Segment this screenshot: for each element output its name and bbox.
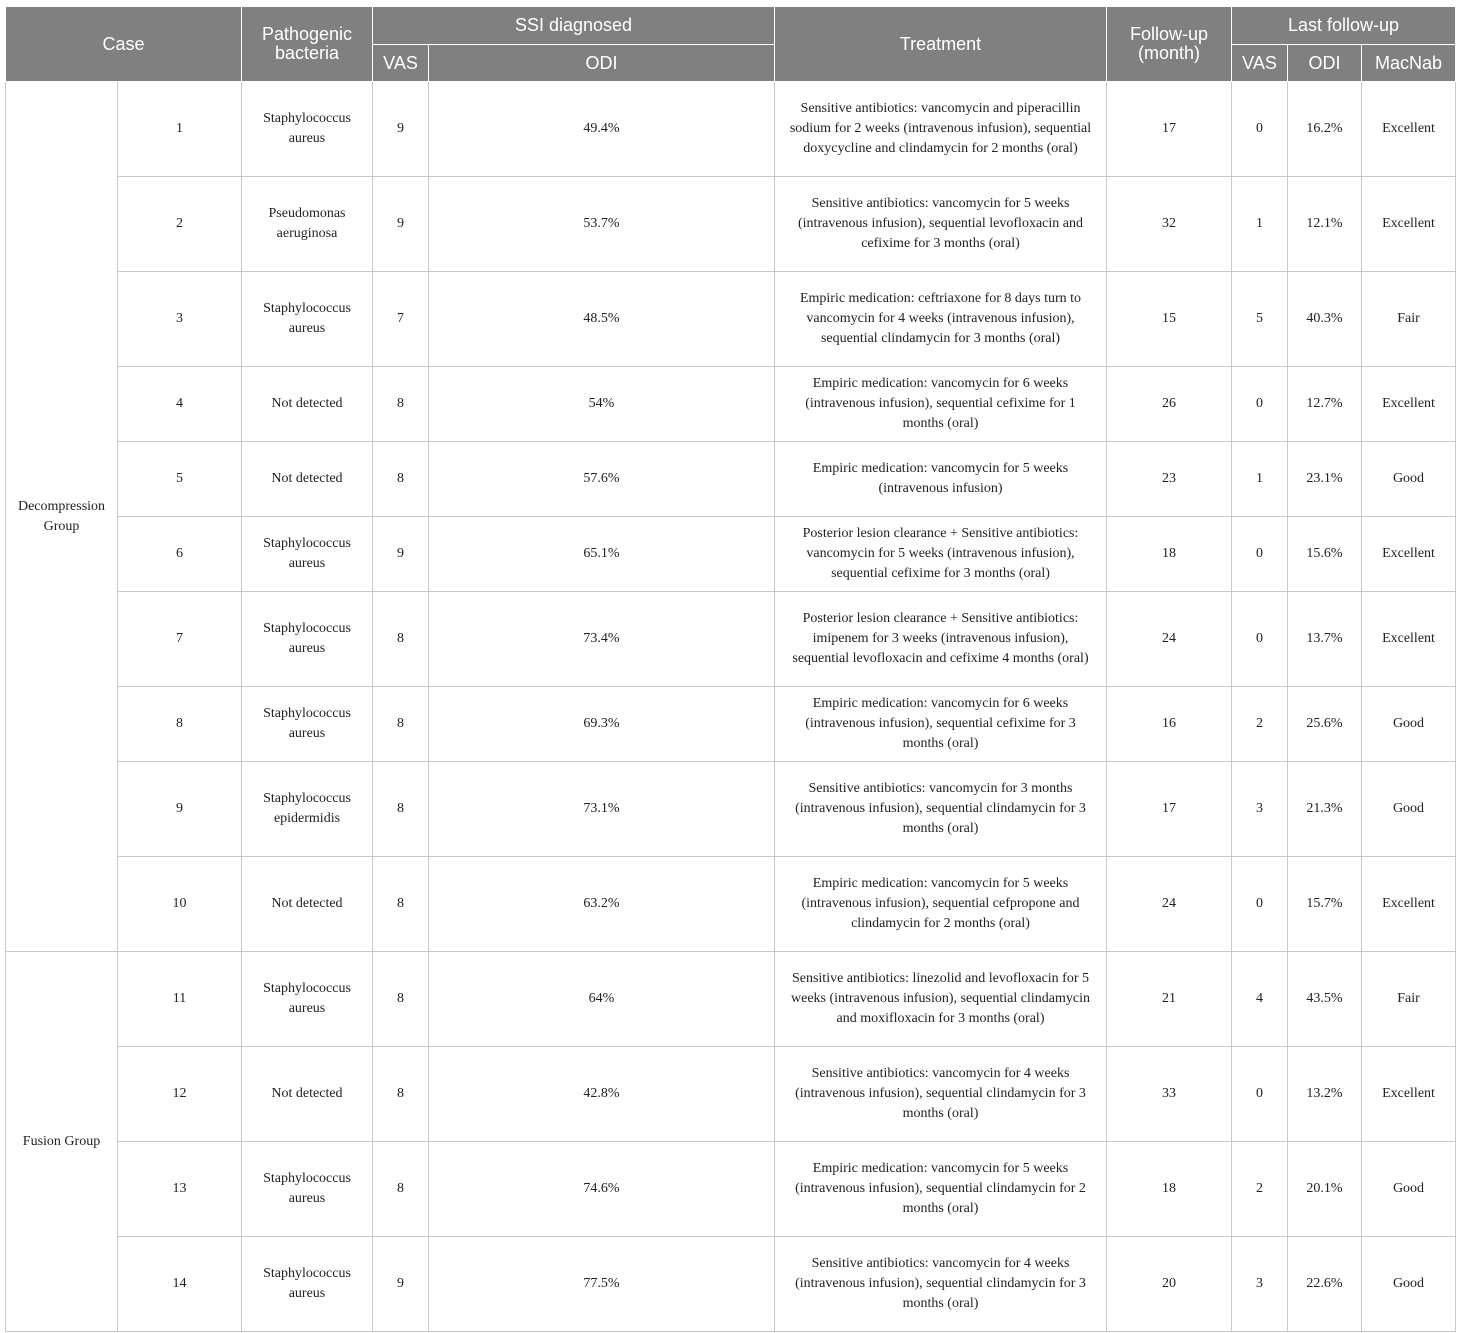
cell-bacteria: Staphylococcus aureus bbox=[242, 687, 373, 762]
table-header bbox=[6, 7, 1456, 82]
cell-case: 4 bbox=[118, 367, 242, 442]
cell-follow-up: 17 bbox=[1107, 82, 1232, 177]
cell-last-odi: 12.7% bbox=[1288, 367, 1362, 442]
cell-follow-up: 15 bbox=[1107, 272, 1232, 367]
header-ssi-diagnosed: SSI diagnosed bbox=[373, 7, 775, 45]
table-row bbox=[6, 272, 1456, 367]
cell-macnab: Excellent bbox=[1362, 1047, 1456, 1142]
cell-last-vas: 0 bbox=[1232, 517, 1288, 592]
cell-case: 8 bbox=[118, 687, 242, 762]
cell-odi: 42.8% bbox=[429, 1047, 775, 1142]
cell-case: 10 bbox=[118, 857, 242, 952]
cell-odi: 49.4% bbox=[429, 82, 775, 177]
cell-last-odi: 25.6% bbox=[1288, 687, 1362, 762]
table-row bbox=[6, 1142, 1456, 1237]
header-follow-up: Follow-up (month) bbox=[1107, 7, 1232, 82]
table-row bbox=[6, 687, 1456, 762]
cell-macnab: Excellent bbox=[1362, 367, 1456, 442]
cell-odi: 57.6% bbox=[429, 442, 775, 517]
cell-last-vas: 0 bbox=[1232, 1047, 1288, 1142]
cell-last-odi: 16.2% bbox=[1288, 82, 1362, 177]
cell-bacteria: Staphylococcus aureus bbox=[242, 1142, 373, 1237]
cell-bacteria: Not detected bbox=[242, 857, 373, 952]
cell-treatment: Sensitive antibiotics: vancomycin for 4 weeks (intravenous infusion), sequential clindamycin for 3 months (oral) bbox=[775, 1237, 1107, 1332]
cell-odi: 65.1% bbox=[429, 517, 775, 592]
cell-bacteria: Not detected bbox=[242, 367, 373, 442]
header-treatment: Treatment bbox=[775, 7, 1107, 82]
cell-bacteria: Staphylococcus aureus bbox=[242, 82, 373, 177]
cell-vas: 8 bbox=[373, 952, 429, 1047]
cell-bacteria: Staphylococcus aureus bbox=[242, 592, 373, 687]
table-row bbox=[6, 1047, 1456, 1142]
cell-macnab: Excellent bbox=[1362, 82, 1456, 177]
cell-follow-up: 23 bbox=[1107, 442, 1232, 517]
cell-macnab: Good bbox=[1362, 762, 1456, 857]
cell-treatment: Empiric medication: vancomycin for 6 weeks (intravenous infusion), sequential cefixime for 1 months (oral) bbox=[775, 367, 1107, 442]
cell-vas: 8 bbox=[373, 442, 429, 517]
cell-case: 3 bbox=[118, 272, 242, 367]
cell-macnab: Excellent bbox=[1362, 857, 1456, 952]
cell-last-vas: 0 bbox=[1232, 367, 1288, 442]
cell-case: 1 bbox=[118, 82, 242, 177]
cell-vas: 9 bbox=[373, 517, 429, 592]
cell-bacteria: Staphylococcus epidermidis bbox=[242, 762, 373, 857]
cell-bacteria: Staphylococcus aureus bbox=[242, 517, 373, 592]
group-label-decompression: Decompression Group bbox=[6, 82, 118, 952]
cell-bacteria: Staphylococcus aureus bbox=[242, 1237, 373, 1332]
group-label-fusion: Fusion Group bbox=[6, 952, 118, 1332]
cell-treatment: Empiric medication: ceftriaxone for 8 days turn to vancomycin for 4 weeks (intravenous infusion), sequential clindamycin for 3 months (oral) bbox=[775, 272, 1107, 367]
cell-last-odi: 21.3% bbox=[1288, 762, 1362, 857]
cell-follow-up: 21 bbox=[1107, 952, 1232, 1047]
cell-macnab: Fair bbox=[1362, 952, 1456, 1047]
cell-follow-up: 18 bbox=[1107, 517, 1232, 592]
cell-treatment: Sensitive antibiotics: vancomycin for 4 weeks (intravenous infusion), sequential clindamycin for 3 months (oral) bbox=[775, 1047, 1107, 1142]
cell-odi: 54% bbox=[429, 367, 775, 442]
cell-bacteria: Pseudomonas aeruginosa bbox=[242, 177, 373, 272]
cell-odi: 73.1% bbox=[429, 762, 775, 857]
cell-case: 7 bbox=[118, 592, 242, 687]
cell-case: 9 bbox=[118, 762, 242, 857]
cell-macnab: Excellent bbox=[1362, 177, 1456, 272]
table-row bbox=[6, 517, 1456, 592]
cell-last-odi: 15.6% bbox=[1288, 517, 1362, 592]
cell-treatment: Empiric medication: vancomycin for 6 weeks (intravenous infusion), sequential cefixime for 3 months (oral) bbox=[775, 687, 1107, 762]
table-row bbox=[6, 177, 1456, 272]
cell-last-odi: 40.3% bbox=[1288, 272, 1362, 367]
cell-vas: 8 bbox=[373, 1047, 429, 1142]
cell-odi: 73.4% bbox=[429, 592, 775, 687]
cell-last-odi: 23.1% bbox=[1288, 442, 1362, 517]
cell-odi: 63.2% bbox=[429, 857, 775, 952]
cell-last-odi: 12.1% bbox=[1288, 177, 1362, 272]
cell-odi: 74.6% bbox=[429, 1142, 775, 1237]
cell-last-vas: 3 bbox=[1232, 762, 1288, 857]
table-row bbox=[6, 952, 1456, 1047]
cell-case: 6 bbox=[118, 517, 242, 592]
header-last-follow-up: Last follow-up bbox=[1232, 7, 1456, 45]
header-last-odi: ODI bbox=[1288, 45, 1362, 82]
table-row bbox=[6, 442, 1456, 517]
cell-macnab: Excellent bbox=[1362, 517, 1456, 592]
cell-vas: 7 bbox=[373, 272, 429, 367]
cell-last-odi: 22.6% bbox=[1288, 1237, 1362, 1332]
cell-odi: 64% bbox=[429, 952, 775, 1047]
cell-last-vas: 1 bbox=[1232, 177, 1288, 272]
table-row bbox=[6, 592, 1456, 687]
header-last-vas: VAS bbox=[1232, 45, 1288, 82]
table-row bbox=[6, 857, 1456, 952]
cell-treatment: Sensitive antibiotics: linezolid and levofloxacin for 5 weeks (intravenous infusion), sequential clindamycin and moxifloxacin for 3 months (oral) bbox=[775, 952, 1107, 1047]
cell-treatment: Sensitive antibiotics: vancomycin for 3 months (intravenous infusion), sequential clindamycin for 3 months (oral) bbox=[775, 762, 1107, 857]
cell-vas: 8 bbox=[373, 367, 429, 442]
cell-treatment: Empiric medication: vancomycin for 5 weeks (intravenous infusion) bbox=[775, 442, 1107, 517]
cell-odi: 48.5% bbox=[429, 272, 775, 367]
cell-odi: 53.7% bbox=[429, 177, 775, 272]
cell-last-odi: 13.2% bbox=[1288, 1047, 1362, 1142]
cell-odi: 77.5% bbox=[429, 1237, 775, 1332]
cell-follow-up: 16 bbox=[1107, 687, 1232, 762]
cell-bacteria: Not detected bbox=[242, 442, 373, 517]
cell-macnab: Good bbox=[1362, 442, 1456, 517]
cell-follow-up: 32 bbox=[1107, 177, 1232, 272]
header-case: Case bbox=[6, 7, 242, 82]
cell-case: 14 bbox=[118, 1237, 242, 1332]
cell-vas: 8 bbox=[373, 857, 429, 952]
cell-case: 13 bbox=[118, 1142, 242, 1237]
cell-vas: 9 bbox=[373, 1237, 429, 1332]
table-body bbox=[6, 82, 1456, 1332]
cell-last-odi: 43.5% bbox=[1288, 952, 1362, 1047]
cell-treatment: Sensitive antibiotics: vancomycin for 5 weeks (intravenous infusion), sequential levofloxacin and cefixime for 3 months (oral) bbox=[775, 177, 1107, 272]
cell-macnab: Good bbox=[1362, 1237, 1456, 1332]
cell-vas: 8 bbox=[373, 687, 429, 762]
cell-odi: 69.3% bbox=[429, 687, 775, 762]
ssi-table-container bbox=[5, 6, 1455, 1332]
cell-follow-up: 20 bbox=[1107, 1237, 1232, 1332]
cell-macnab: Fair bbox=[1362, 272, 1456, 367]
cell-macnab: Excellent bbox=[1362, 592, 1456, 687]
cell-bacteria: Staphylococcus aureus bbox=[242, 952, 373, 1047]
table-row bbox=[6, 1237, 1456, 1332]
cell-follow-up: 18 bbox=[1107, 1142, 1232, 1237]
header-ssi-odi: ODI bbox=[429, 45, 775, 82]
cell-last-vas: 2 bbox=[1232, 1142, 1288, 1237]
cell-last-odi: 15.7% bbox=[1288, 857, 1362, 952]
cell-case: 2 bbox=[118, 177, 242, 272]
cell-last-vas: 5 bbox=[1232, 272, 1288, 367]
cell-bacteria: Staphylococcus aureus bbox=[242, 272, 373, 367]
cell-last-vas: 2 bbox=[1232, 687, 1288, 762]
cell-vas: 9 bbox=[373, 82, 429, 177]
cell-follow-up: 24 bbox=[1107, 857, 1232, 952]
table-row bbox=[6, 82, 1456, 177]
cell-last-vas: 0 bbox=[1232, 592, 1288, 687]
ssi-outcomes-table bbox=[5, 6, 1456, 1332]
cell-follow-up: 33 bbox=[1107, 1047, 1232, 1142]
cell-case: 11 bbox=[118, 952, 242, 1047]
cell-last-odi: 13.7% bbox=[1288, 592, 1362, 687]
cell-vas: 8 bbox=[373, 762, 429, 857]
cell-treatment: Empiric medication: vancomycin for 5 weeks (intravenous infusion), sequential cefpropone and clindamycin for 2 months (oral) bbox=[775, 857, 1107, 952]
cell-case: 12 bbox=[118, 1047, 242, 1142]
table-row bbox=[6, 762, 1456, 857]
header-ssi-vas: VAS bbox=[373, 45, 429, 82]
header-macnab: MacNab bbox=[1362, 45, 1456, 82]
cell-vas: 8 bbox=[373, 592, 429, 687]
cell-last-vas: 3 bbox=[1232, 1237, 1288, 1332]
cell-last-vas: 0 bbox=[1232, 857, 1288, 952]
cell-macnab: Good bbox=[1362, 687, 1456, 762]
cell-case: 5 bbox=[118, 442, 242, 517]
cell-vas: 9 bbox=[373, 177, 429, 272]
cell-vas: 8 bbox=[373, 1142, 429, 1237]
cell-treatment: Posterior lesion clearance + Sensitive antibiotics: vancomycin for 5 weeks (intravenous infusion), sequential cefixime for 3 months (oral) bbox=[775, 517, 1107, 592]
cell-bacteria: Not detected bbox=[242, 1047, 373, 1142]
cell-follow-up: 26 bbox=[1107, 367, 1232, 442]
table-row bbox=[6, 367, 1456, 442]
cell-follow-up: 17 bbox=[1107, 762, 1232, 857]
cell-last-vas: 1 bbox=[1232, 442, 1288, 517]
cell-last-odi: 20.1% bbox=[1288, 1142, 1362, 1237]
cell-treatment: Posterior lesion clearance + Sensitive antibiotics: imipenem for 3 weeks (intravenous infusion), sequential levofloxacin and cefixime 4 months (oral) bbox=[775, 592, 1107, 687]
cell-macnab: Good bbox=[1362, 1142, 1456, 1237]
header-pathogenic-bacteria: Pathogenic bacteria bbox=[242, 7, 373, 82]
cell-follow-up: 24 bbox=[1107, 592, 1232, 687]
cell-last-vas: 0 bbox=[1232, 82, 1288, 177]
cell-treatment: Sensitive antibiotics: vancomycin and piperacillin sodium for 2 weeks (intravenous infusion), sequential doxycycline and clindamycin for 2 months (oral) bbox=[775, 82, 1107, 177]
cell-last-vas: 4 bbox=[1232, 952, 1288, 1047]
cell-treatment: Empiric medication: vancomycin for 5 weeks (intravenous infusion), sequential clindamycin for 2 months (oral) bbox=[775, 1142, 1107, 1237]
